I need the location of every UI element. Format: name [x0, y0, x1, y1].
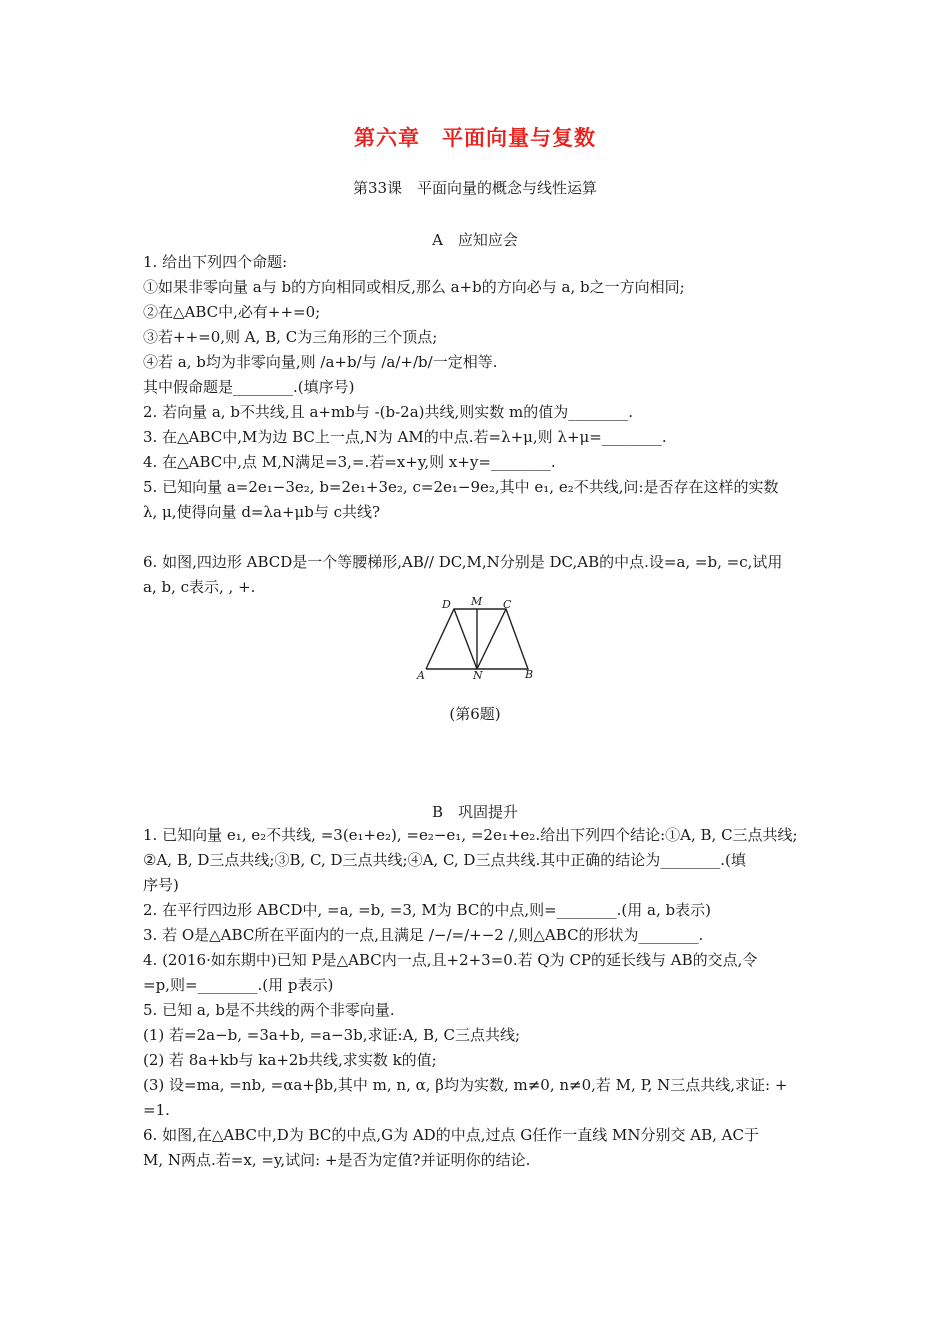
b-line-3: 序号)	[143, 876, 179, 894]
figure-caption: (第6题)	[449, 705, 501, 723]
section-b-heading: B 巩固提升	[431, 803, 519, 821]
a-line-10: 5. 已知向量 a=2e₁−3e₂, b=2e₁+3e₂, c=2e₁−9e₂,其中 e₁, e₂不共线,问:是否存在这样的实数	[143, 478, 779, 496]
section-a-heading: A 应知应会	[432, 231, 518, 249]
a-line-7: 2. 若向量 a, b不共线,且 a+mb与 -(b-2a)共线,则实数 m的值为________.	[143, 403, 634, 421]
b-line-2: ②A, B, D三点共线;③B, C, D三点共线;④A, C, D三点共线.其中正确的结论为________.(填	[143, 851, 746, 869]
a-line-5: ④若 a, b均为非零向量,则 /a+b/与 /a/+/b/一定相等.	[143, 353, 498, 371]
a-line-2: ①如果非零向量 a与 b的方向相同或相反,那么 a+b的方向必与 a, b之一方向相同;	[143, 278, 685, 296]
label-N: N	[473, 669, 483, 681]
b-line-11: (3) 设=ma, =nb, =αa+βb,其中 m, n, α, β均为实数, m≠0, n≠0,若 M, P, N三点共线,求证: +	[143, 1076, 788, 1094]
b-line-5: 3. 若 O是△ABC所在平面内的一点,且满足 /−/=/+−2 /,则△ABC的形状为________.	[143, 926, 704, 944]
segment-CN	[477, 609, 506, 669]
chapter-title: 第六章 平面向量与复数	[354, 125, 596, 150]
a-line-8: 3. 在△ABC中,M为边 BC上一点,N为 AM的中点.若=λ+μ,则 λ+μ=________.	[143, 428, 667, 446]
b-line-14: M, N两点.若=x, =y,试问: +是否为定值?并证明你的结论.	[143, 1151, 531, 1169]
b-line-1: 1. 已知向量 e₁, e₂不共线, =3(e₁+e₂), =e₂−e₁, =2e₁+e₂.给出下列四个结论:①A, B, C三点共线;	[143, 826, 798, 844]
b-line-4: 2. 在平行四边形 ABCD中, =a, =b, =3, M为 BC的中点,则=________.(用 a, b表示)	[143, 901, 711, 919]
b-line-6: 4. (2016·如东期中)已知 P是△ABC内一点,且+2+3=0.若 Q为 CP的延长线与 AB的交点,令	[143, 951, 758, 969]
a-line-13: a, b, c表示, , +.	[143, 578, 256, 596]
b-line-13: 6. 如图,在△ABC中,D为 BC的中点,G为 AD的中点,过点 G任作一直线 MN分别交 AB, AC于	[143, 1126, 759, 1144]
a-line-9: 4. 在△ABC中,点 M,N满足=3,=.若=x+y,则 x+y=________.	[143, 453, 556, 471]
label-D: D	[442, 598, 451, 611]
a-line-3: ②在△ABC中,必有++=0;	[143, 303, 321, 321]
b-line-12: =1.	[143, 1101, 170, 1119]
label-M: M	[471, 597, 483, 608]
a-line-1: 1. 给出下列四个命题:	[143, 253, 288, 271]
segment-DN	[454, 609, 477, 669]
label-B: B	[525, 668, 534, 681]
a-line-12: 6. 如图,四边形 ABCD是一个等腰梯形,AB// DC,M,N分别是 DC,AB的中点.设=a, =b, =c,试用	[143, 553, 783, 571]
label-A: A	[417, 669, 425, 681]
b-line-7: =p,则=________.(用 p表示)	[143, 976, 334, 994]
trapezoid-figure	[414, 597, 544, 681]
lesson-title: 第33课 平面向量的概念与线性运算	[352, 179, 598, 197]
b-line-10: (2) 若 8a+kb与 ka+2b共线,求实数 k的值;	[143, 1051, 437, 1069]
a-line-11: λ, μ,使得向量 d=λa+μb与 c共线?	[143, 503, 381, 521]
label-C: C	[503, 598, 512, 611]
b-line-9: (1) 若=2a−b, =3a+b, =a−3b,求证:A, B, C三点共线;	[143, 1026, 521, 1044]
a-line-6: 其中假命题是________.(填序号)	[143, 378, 355, 396]
a-line-4: ③若++=0,则 A, B, C为三角形的三个顶点;	[143, 328, 438, 346]
b-line-8: 5. 已知 a, b是不共线的两个非零向量.	[143, 1001, 395, 1019]
